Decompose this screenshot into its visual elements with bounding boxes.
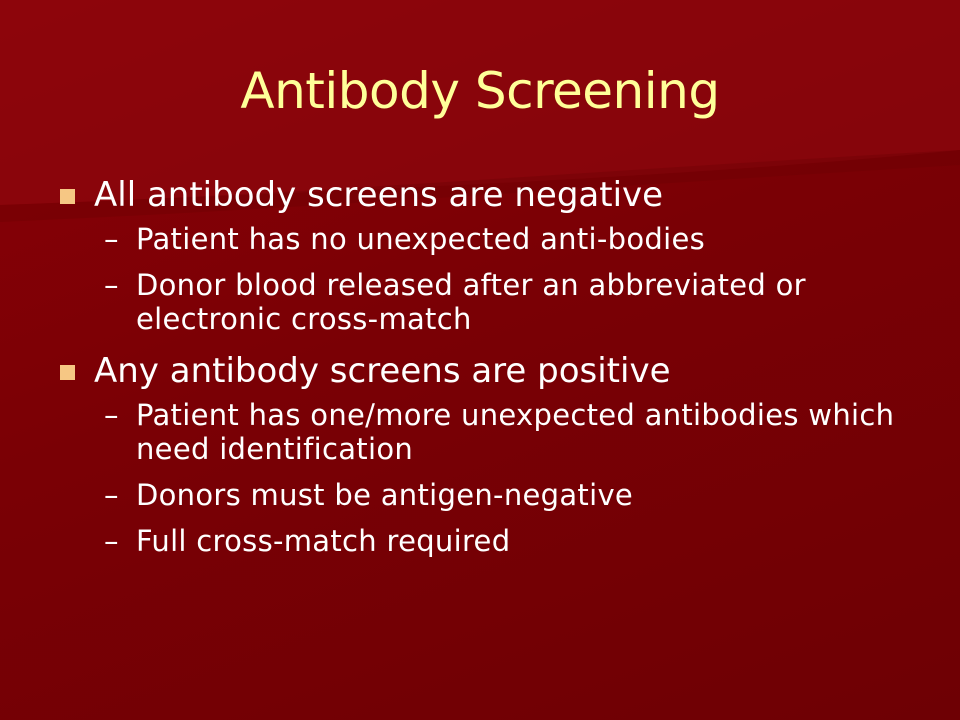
sub-bullet-list <box>58 398 918 558</box>
dash-bullet-icon: – <box>104 478 119 512</box>
sub-bullet-text: Donor blood released after an abbreviated or electronic cross-match <box>136 268 806 336</box>
sub-bullet-item <box>58 222 918 256</box>
bullet-text: Any antibody screens are positive <box>94 351 671 391</box>
sub-bullet-item <box>58 398 918 466</box>
sub-bullet-text: Full cross-match required <box>136 524 511 558</box>
sub-bullet-text: Donors must be antigen-negative <box>136 478 634 512</box>
dash-bullet-icon: – <box>104 222 119 256</box>
dash-bullet-icon: – <box>104 398 119 432</box>
dash-bullet-icon: – <box>104 524 119 558</box>
bullet-item <box>58 348 918 394</box>
slide-content <box>58 172 918 570</box>
sub-bullet-list <box>58 222 918 336</box>
square-bullet-icon <box>60 365 75 380</box>
sub-bullet-text: Patient has one/more unexpected antibodies which need identification <box>136 398 895 466</box>
sub-bullet-text: Patient has no unexpected anti-bodies <box>136 222 706 256</box>
square-bullet-icon <box>60 189 75 204</box>
bullet-text: All antibody screens are negative <box>94 175 664 215</box>
bullet-item <box>58 172 918 218</box>
slide-title: Antibody Screening <box>240 62 720 120</box>
dash-bullet-icon: – <box>104 268 119 302</box>
sub-bullet-item <box>58 268 918 336</box>
sub-bullet-item <box>58 524 918 558</box>
sub-bullet-item <box>58 478 918 512</box>
